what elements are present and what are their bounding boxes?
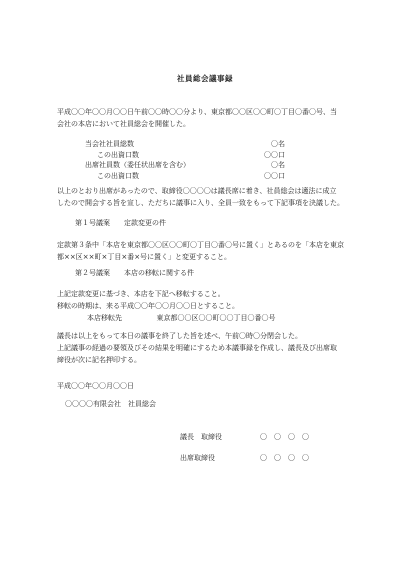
text-line: 定款第３条中「本店を東京都〇〇区〇〇町〇丁目〇番〇号に置く」とあるのを「本店を東京 <box>57 241 344 249</box>
count-label: 出席社員数（委任状出席を含む） <box>85 161 190 169</box>
text-line: 都××区××町×丁目×番×号に置く」と変更すること。 <box>57 253 232 261</box>
count-value: 〇〇口 <box>264 150 285 159</box>
text-line: 移転の時期は、来る平成〇〇年〇〇月〇〇日とすること。 <box>57 302 239 310</box>
text-line: 上記定款変更に基づき、本店を下記へ移転すること。 <box>57 290 225 298</box>
count-label: この出資口数 <box>97 171 139 180</box>
text-line: 締役が次に記名押印する。 <box>57 356 141 364</box>
text-line: 平成〇〇年〇〇月〇〇日午前〇〇時〇〇分より、東京都〇〇区〇〇町〇丁目〇番〇号、当 <box>57 108 337 116</box>
count-value: 〇〇口 <box>264 171 285 180</box>
count-label: この出資口数 <box>97 150 139 159</box>
count-row <box>85 171 285 182</box>
document-date: 平成〇〇年〇〇月〇〇日 <box>57 382 134 390</box>
new-office-line <box>87 313 387 323</box>
signature-marks: 〇〇〇〇 <box>260 433 316 441</box>
text-line: したので開会する旨を宣し、ただちに議事に入り、全員一致をもって下記事項を決議した。 <box>57 199 344 207</box>
text-line: 上記議事の経過の要領及びその結果を明確にするため本議事録を作成し、議長及び出席取 <box>57 344 337 352</box>
agenda2-heading: 第２号議案 本店の移転に関する件 <box>75 269 194 277</box>
new-office-label: 本店移転先 <box>87 314 122 322</box>
agenda2-body <box>57 289 357 313</box>
count-value: 〇名 <box>271 161 285 169</box>
document-title: 社員総会議事録 <box>177 74 233 83</box>
agenda1-body <box>57 240 357 264</box>
company-name: 〇〇〇〇有限会社 社員総会 <box>65 400 156 408</box>
signature-marks: 〇〇〇〇 <box>260 454 316 462</box>
count-row <box>85 139 285 150</box>
count-row <box>85 160 285 171</box>
count-value: 〇名 <box>271 140 285 148</box>
text-line: 議長は以上をもって本日の議事を終了した旨を述べ、午前〇時〇分閉会した。 <box>57 332 302 340</box>
signature-role: 議長 取締役 <box>180 433 222 441</box>
opening-paragraph <box>57 107 357 131</box>
agenda1-heading: 第１号議案 定款変更の件 <box>75 219 166 227</box>
text-line: 会社の本店において社員総会を開催した。 <box>57 120 190 128</box>
closing-paragraph <box>57 331 357 367</box>
text-line: 以上のとおり出席があったので、取締役〇〇〇〇は議長席に着き、社員総会は適法に成立 <box>57 187 337 195</box>
new-office-address: 東京都〇〇区〇〇町〇〇丁目〇番〇号 <box>156 314 276 322</box>
count-row <box>85 150 285 161</box>
count-label: 当会社社員総数 <box>85 140 134 148</box>
proceedings-paragraph <box>57 186 357 210</box>
signature-role: 出席取締役 <box>180 454 215 462</box>
attendance-counts <box>85 139 285 181</box>
